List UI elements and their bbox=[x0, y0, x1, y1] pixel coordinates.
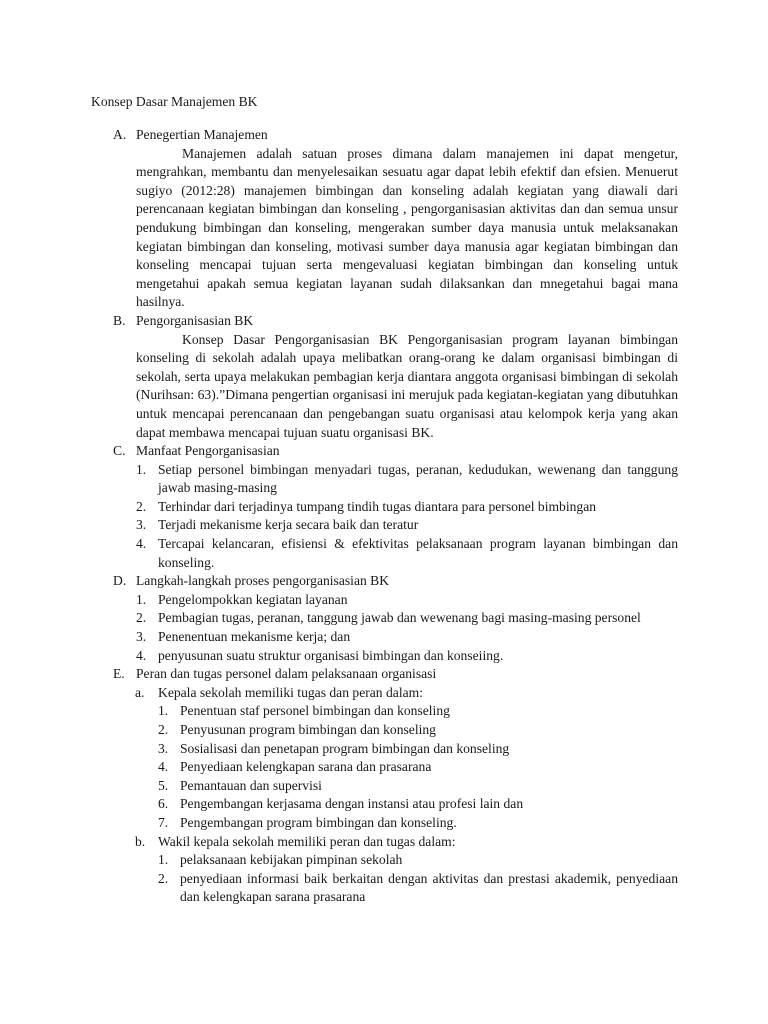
list-item-text: Sosialisasi dan penetapan program bimbingan dan konseling bbox=[180, 740, 510, 756]
list-number: 2. bbox=[158, 870, 169, 886]
section-e bbox=[91, 665, 678, 907]
subsection-heading bbox=[91, 833, 678, 852]
document-title: Konsep Dasar Manajemen BK bbox=[91, 94, 258, 109]
list-item bbox=[136, 609, 678, 628]
section-letter: B. bbox=[113, 312, 126, 328]
list-item-text: pelaksanaan kebijakan pimpinan sekolah bbox=[180, 852, 403, 868]
list-number: 1. bbox=[158, 703, 169, 719]
list-number: 3. bbox=[136, 517, 147, 533]
subsection-title: Wakil kepala sekolah memiliki peran dan tugas dalam: bbox=[158, 833, 456, 849]
list-number: 2. bbox=[158, 722, 169, 737]
numbered-list bbox=[91, 591, 678, 665]
list-item-text: Pemantauan dan supervisi bbox=[180, 777, 322, 793]
section-c bbox=[91, 442, 678, 572]
document-body bbox=[91, 126, 678, 907]
subsection-b bbox=[91, 833, 678, 907]
list-number: 3. bbox=[158, 740, 169, 756]
list-item bbox=[136, 516, 678, 535]
paragraph-text: Manajemen adalah satuan proses dimana dalam manajemen ini dapat mengetur, mengrahkan, membantu dan menyelesaikan sesuatu agar dapat lebih efektif dan efsien. Menuerut sugiyo (2012:28) manajemen bimbingan dan konseling adalah kegiatan yang diawali dari perencanaan kegiatan bimbingan dan konseling , pengorganisasian aktivitas dan dan semua unsur pendukung bimbingan dan konseling, mengerakan sumber daya manusia untuk melaksanakan kegiatan bimbingan dan konseling, motivasi sumber daya manusia agar kegiatan bimbingan dan konseling mencapai tujuan serta mengevaluasi kegiatan bimbingan dan konseling untuk mengetahui apakah semua kegiatan layanan sudah dilaksankan dan mnegetahui bagai mana hasilnya. bbox=[136, 145, 678, 310]
section-paragraph bbox=[136, 331, 678, 443]
list-number: 4. bbox=[136, 536, 147, 552]
list-item bbox=[158, 870, 678, 907]
section-title: Manfaat Pengorganisasian bbox=[136, 443, 280, 459]
list-number: 4. bbox=[158, 759, 169, 775]
list-number: 6. bbox=[158, 796, 169, 812]
list-number: 7. bbox=[158, 814, 169, 830]
section-heading bbox=[91, 126, 678, 145]
section-heading bbox=[91, 442, 678, 461]
list-number: 5. bbox=[158, 777, 169, 793]
section-a bbox=[91, 126, 678, 312]
list-item-text: Terhindar dari terjadinya tumpang tindih tugas diantara para personel bimbingan bbox=[158, 498, 597, 514]
list-item bbox=[158, 851, 678, 870]
list-item-text: Penyediaan kelengkapan sarana dan prasarana bbox=[180, 759, 432, 775]
list-item-text: penyusunan suatu struktur organisasi bimbingan dan konseiing. bbox=[158, 647, 504, 663]
section-title: Penegertian Manajemen bbox=[136, 127, 268, 142]
subsection-letter: b. bbox=[135, 833, 146, 849]
numbered-list bbox=[91, 461, 678, 573]
section-letter: C. bbox=[113, 443, 126, 459]
numbered-list bbox=[91, 851, 678, 907]
list-item-text: Penenentuan mekanisme kerja; dan bbox=[158, 629, 351, 645]
section-letter: A. bbox=[113, 127, 127, 142]
section-letter: D. bbox=[113, 573, 127, 589]
list-item-text: Pengembangan program bimbingan dan konseling. bbox=[180, 814, 457, 830]
list-number: 4. bbox=[136, 647, 147, 663]
list-number: 2. bbox=[136, 610, 147, 626]
subsection-heading bbox=[91, 684, 678, 703]
subsection-title: Kepala sekolah memiliki tugas dan peran dalam: bbox=[158, 684, 423, 700]
numbered-list bbox=[91, 702, 678, 832]
list-item bbox=[158, 758, 678, 777]
section-title: Peran dan tugas personel dalam pelaksanaan organisasi bbox=[136, 666, 437, 682]
list-number: 1. bbox=[136, 591, 147, 607]
section-heading bbox=[91, 312, 678, 331]
list-item-text: penyediaan informasi baik berkaitan dengan aktivitas dan prestasi akademik, penyediaan dan kelengkapan sarana prasarana bbox=[180, 870, 678, 905]
list-item bbox=[158, 795, 678, 814]
list-item-text: Setiap personel bimbingan menyadari tugas, peranan, kedudukan, wewenang dan tanggung jawab masing-masing bbox=[158, 461, 678, 496]
list-item bbox=[136, 591, 678, 610]
subsection-letter: a. bbox=[135, 684, 145, 700]
list-item-text: Penentuan staf personel bimbingan dan konseling bbox=[180, 703, 450, 719]
list-item-text: Pengembangan kerjasama dengan instansi atau profesi lain dan bbox=[180, 796, 524, 812]
list-item-text: Tercapai kelancaran, efisiensi & efektivitas pelaksanaan program layanan bimbingan dan konseling. bbox=[158, 536, 678, 570]
list-number: 3. bbox=[136, 629, 147, 645]
list-item bbox=[136, 535, 678, 572]
section-b bbox=[91, 312, 678, 442]
list-item-text: Terjadi mekanisme kerja secara baik dan teratur bbox=[158, 517, 419, 533]
list-number: 1. bbox=[158, 852, 169, 868]
section-heading bbox=[91, 572, 678, 591]
section-title: Pengorganisasian BK bbox=[136, 312, 254, 328]
list-item bbox=[158, 814, 678, 833]
section-paragraph bbox=[136, 145, 678, 312]
list-item bbox=[136, 628, 678, 647]
list-item-text: Pengelompokkan kegiatan layanan bbox=[158, 591, 348, 607]
list-number: 2. bbox=[136, 498, 147, 514]
section-letter: E. bbox=[113, 666, 125, 682]
section-title: Langkah-langkah proses pengorganisasian BK bbox=[136, 573, 390, 589]
section-heading bbox=[91, 665, 678, 684]
list-item-text: Pembagian tugas, peranan, tanggung jawab dan wewenang bagi masing-masing personel bbox=[158, 610, 641, 626]
list-item bbox=[158, 777, 678, 796]
list-item bbox=[136, 647, 678, 666]
list-number: 1. bbox=[136, 461, 147, 477]
list-item bbox=[136, 461, 678, 498]
list-item bbox=[136, 498, 678, 517]
paragraph-text: Konsep Dasar Pengorganisasian BK Pengorganisasian program layanan bimbingan konseling di sekolah adalah upaya melibatkan orang-orang ke dalam organisasi bimbingan di sekolah, serta upaya melakukan pembagian kerja diantara anggota organisasi bimbingan di sekolah (Nurihsan: 63).”Dimana pengertian organisasi ini merujuk pada kegiatan-kegiatan yang dibutuhkan untuk mencapai perencanaan dan pengebangan suatu organisasi atau kelompok kerja yang akan dapat membawa mencapai tujuan suatu organisasi BK. bbox=[136, 331, 678, 440]
section-d bbox=[91, 572, 678, 665]
subsection-a bbox=[91, 684, 678, 833]
list-item bbox=[158, 721, 678, 740]
list-item-text: Penyusunan program bimbingan dan konseling bbox=[180, 722, 436, 737]
list-item bbox=[158, 740, 678, 759]
list-item bbox=[158, 702, 678, 721]
